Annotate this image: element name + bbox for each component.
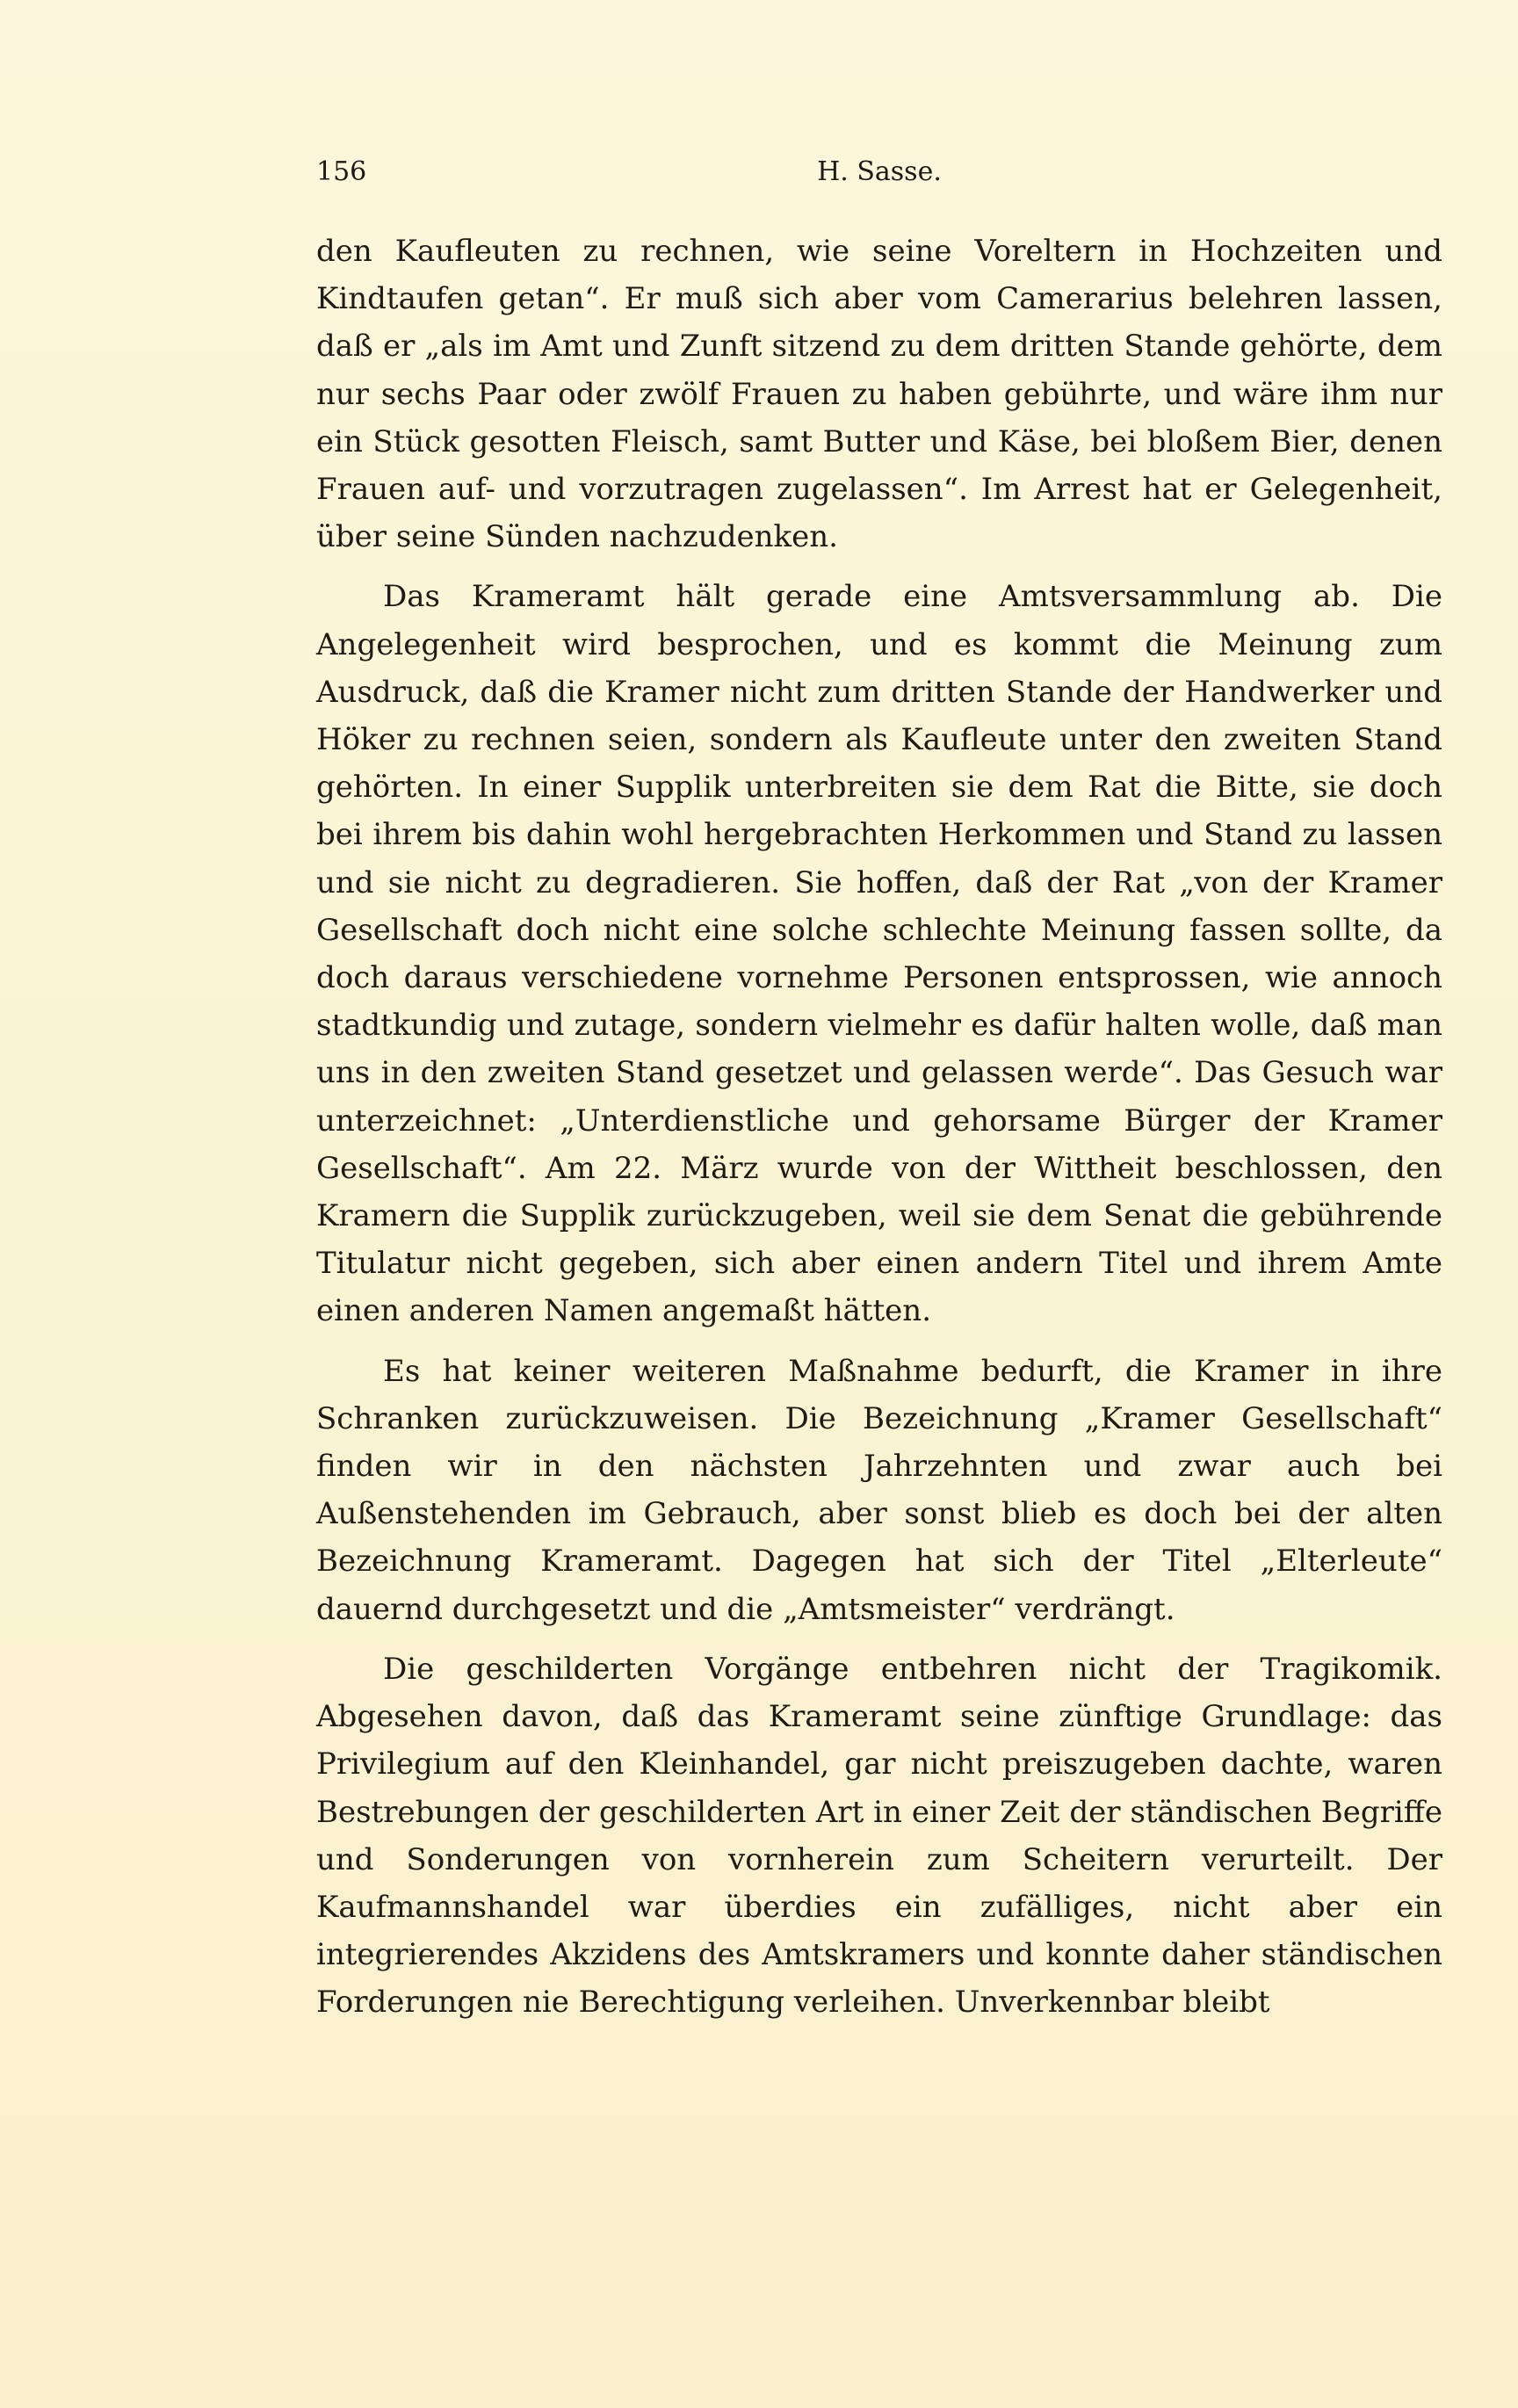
body-text [316, 228, 1442, 2039]
paragraph: Es hat keiner weiteren Maßnahme bedurft, die Kramer in ihre Schranken zurückzuweisen. Die Bezeichnung „Kramer Gesellschaft“ finden wir in den nächsten Jahrzehnten und zwar auch bei Außenstehenden im Gebrauch, aber sonst blieb es doch bei der alten Bezeichnung Krameramt. Dagegen hat sich der Titel „Elterleute“ dauernd durchgesetzt und die „Amtsmeister“ verdrängt. [316, 1353, 1442, 1627]
running-head: H. Sasse. [817, 156, 942, 187]
page-number: 156 [316, 156, 367, 187]
paragraph: Das Krameramt hält gerade eine Amtsversammlung ab. Die Angelegenheit wird besprochen, und es kommt die Meinung zum Ausdruck, daß die Kramer nicht zum dritten Stande der Handwerker und Höker zu rechnen seien, sondern als Kaufleute unter den zweiten Stand gehörten. In einer Supplik unterbreiten sie dem Rat die Bitte, sie doch bei ihrem bis dahin wohl hergebrachten Herkommen und Stand zu lassen und sie nicht zu degradieren. Sie hoffen, daß der Rat „von der Kramer Gesellschaft doch nicht eine solche schlechte Meinung fassen sollte, da doch daraus verschiedene vornehme Personen entsprossen, wie annoch stadtkundig und zutage, sondern vielmehr es dafür halten wolle, daß man uns in den zweiten Stand gesetzet und gelassen werde“. Das Gesuch war unterzeichnet: „Unterdienstliche und gehorsame Bürger der Kramer Gesellschaft“. Am 22. März wurde von der Wittheit beschlossen, den Kramern die Supplik zurückzugeben, weil sie dem Senat die gebührende Titulatur nicht gegeben, sich aber einen andern Titel und ihrem Amte einen anderen Namen angemaßt hätten. [316, 579, 1442, 1329]
page-header [316, 156, 1442, 209]
paragraph: Die geschilderten Vorgänge entbehren nicht der Tragikomik. Abgesehen davon, daß das Krameramt seine zünftige Grundlage: das Privilegium auf den Kleinhandel, gar nicht preiszugeben dachte, waren Bestrebungen der geschilderten Art in einer Zeit der ständischen Begriffe und Sonderungen von vornherein zum Scheitern verurteilt. Der Kaufmannshandel war überdies ein zufälliges, nicht aber ein integrierendes Akzidens des Amtskramers und konnte daher ständischen Forderungen nie Berechtigung verleihen. Unverkennbar bleibt [316, 1651, 1442, 2021]
paragraph-continued: den Kaufleuten zu rechnen, wie seine Voreltern in Hochzeiten und Kindtaufen getan“. Er muß sich aber vom Camerarius belehren lassen, daß er „als im Amt und Zunft sitzend zu dem dritten Stande gehörte, dem nur sechs Paar oder zwölf Frauen zu haben gebührte, und wäre ihm nur ein Stück gesotten Fleisch, samt Butter und Käse, bei bloßem Bier, denen Frauen auf- und vorzutragen zugelassen“. Im Arrest hat er Gelegenheit, über seine Sünden nachzudenken. [316, 234, 1442, 555]
